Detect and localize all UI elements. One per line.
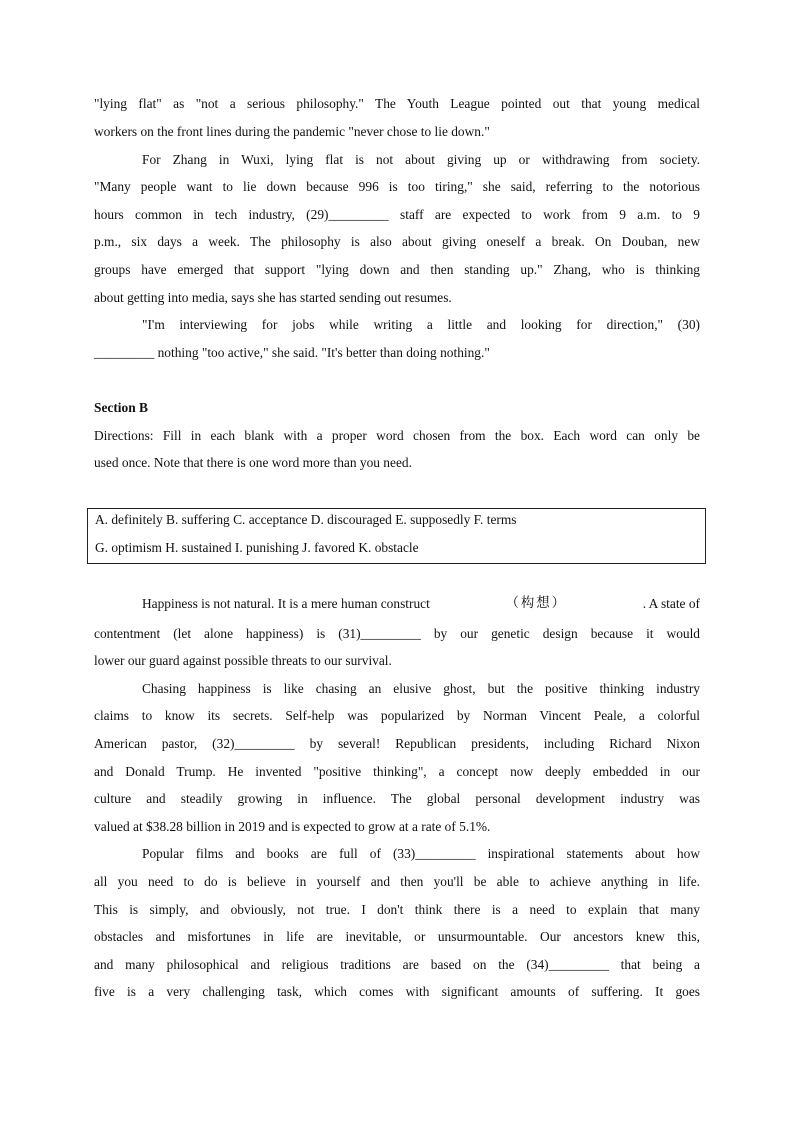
text-line: contentment (let alone happiness) is (31)_________ by our genetic design because it would [94,626,700,641]
text-line: American pastor, (32)_________ by several! Republican presidents, including Richard Nixon [94,736,700,751]
text-line: about getting into media, says she has started sending out resumes. [94,290,452,305]
text-line [94,595,700,613]
text-line: lower our guard against possible threats to our survival. [94,653,392,668]
text-segment: . A state of [642,596,700,611]
section-title: Section B [94,400,148,415]
text-line: hours common in tech industry, (29)_________ staff are expected to work from 9 a.m. to 9 [94,207,700,222]
text-line: groups have emerged that support "lying down and then standing up." Zhang, who is thinking [94,262,700,277]
text-line: "I'm interviewing for jobs while writing a little and looking for direction," (30) [142,317,700,332]
chinese-gloss: （构想） [505,596,568,611]
text-line: and many philosophical and religious traditions are based on the (34)_________ that being a [94,957,700,972]
text-line: workers on the front lines during the pandemic "never chose to lie down." [94,124,490,139]
text-line: valued at $38.28 billion in 2019 and is expected to grow at a rate of 5.1%. [94,819,491,834]
text-line: Popular films and books are full of (33)_________ inspirational statements about how [142,846,700,861]
word-options-line: A. definitely B. suffering C. acceptance D. discouraged E. supposedly F. terms [95,512,517,527]
text-line: claims to know its secrets. Self-help was popularized by Norman Vincent Peale, a colorful [94,708,700,723]
text-line: culture and steadily growing in influence. The global personal development industry was [94,791,700,806]
text-segment: Happiness is not natural. It is a mere human construct [142,596,430,611]
text-line: p.m., six days a week. The philosophy is also about giving oneself a break. On Douban, new [94,234,700,249]
text-line: "Many people want to lie down because 996 is too tiring," she said, referring to the notorious [94,179,700,194]
text-line: obstacles and misfortunes in life are inevitable, or unsurmountable. Our ancestors knew this, [94,929,700,944]
text-line: all you need to do is believe in yourself and then you'll be able to achieve anything in life. [94,874,700,889]
directions-line: used once. Note that there is one word more than you need. [94,455,412,470]
text-line: five is a very challenging task, which comes with significant amounts of suffering. It goes [94,984,700,999]
word-box [87,508,706,564]
text-line: For Zhang in Wuxi, lying flat is not about giving up or withdrawing from society. [142,152,700,167]
directions-line: Directions: Fill in each blank with a proper word chosen from the box. Each word can only be [94,428,700,443]
text-line: "lying flat" as "not a serious philosophy." The Youth League pointed out that young medical [94,96,700,111]
word-options-line: G. optimism H. sustained I. punishing J. favored K. obstacle [95,540,419,555]
text-line: and Donald Trump. He invented "positive thinking", a concept now deeply embedded in our [94,764,700,779]
text-line: _________ nothing "too active," she said. "It's better than doing nothing." [94,345,490,360]
text-line: This is simply, and obviously, not true. I don't think there is a need to explain that many [94,902,700,917]
text-line: Chasing happiness is like chasing an elusive ghost, but the positive thinking industry [142,681,700,696]
